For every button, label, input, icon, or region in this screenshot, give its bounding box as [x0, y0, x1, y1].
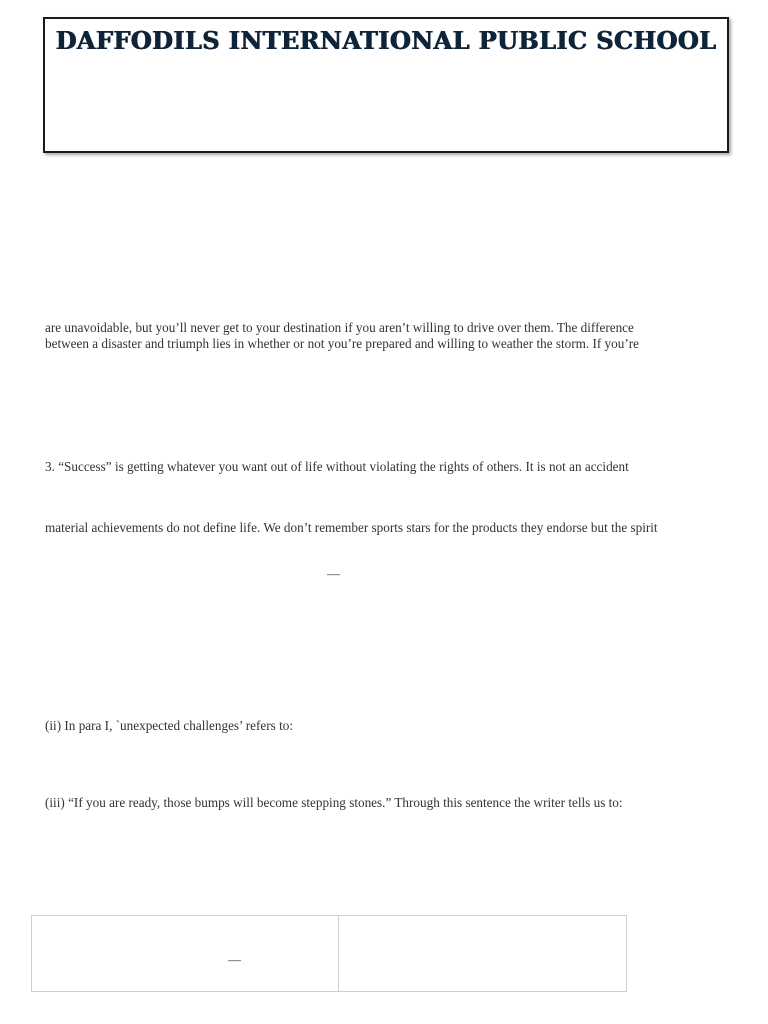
answer-table — [31, 915, 627, 992]
question-iii: (iii) “If you are ready, those bumps will become stepping stones.” Through this sentence the writer tells us to: — [45, 795, 623, 810]
passage-line: 3. “Success” is getting whatever you want out of life without violating the rights of others. It is not an accident — [45, 459, 629, 474]
passage-line: are unavoidable, but you’ll never get to your destination if you aren’t willing to drive over them. The difference — [45, 320, 634, 335]
passage-line: material achievements do not define life. We don’t remember sports stars for the products they endorse but the spirit — [45, 520, 658, 535]
table-column-divider — [338, 916, 339, 991]
table-cell-dash: — — [228, 952, 241, 967]
passage-dash: — — [327, 566, 340, 581]
passage-line: between a disaster and triumph lies in whether or not you’re prepared and willing to weather the storm. If you’re — [45, 336, 639, 351]
school-name: DAFFODILS INTERNATIONAL PUBLIC SCHOOL — [55, 26, 717, 55]
question-ii: (ii) In para I, `unexpected challenges’ refers to: — [45, 718, 293, 733]
school-header-box — [43, 17, 729, 153]
